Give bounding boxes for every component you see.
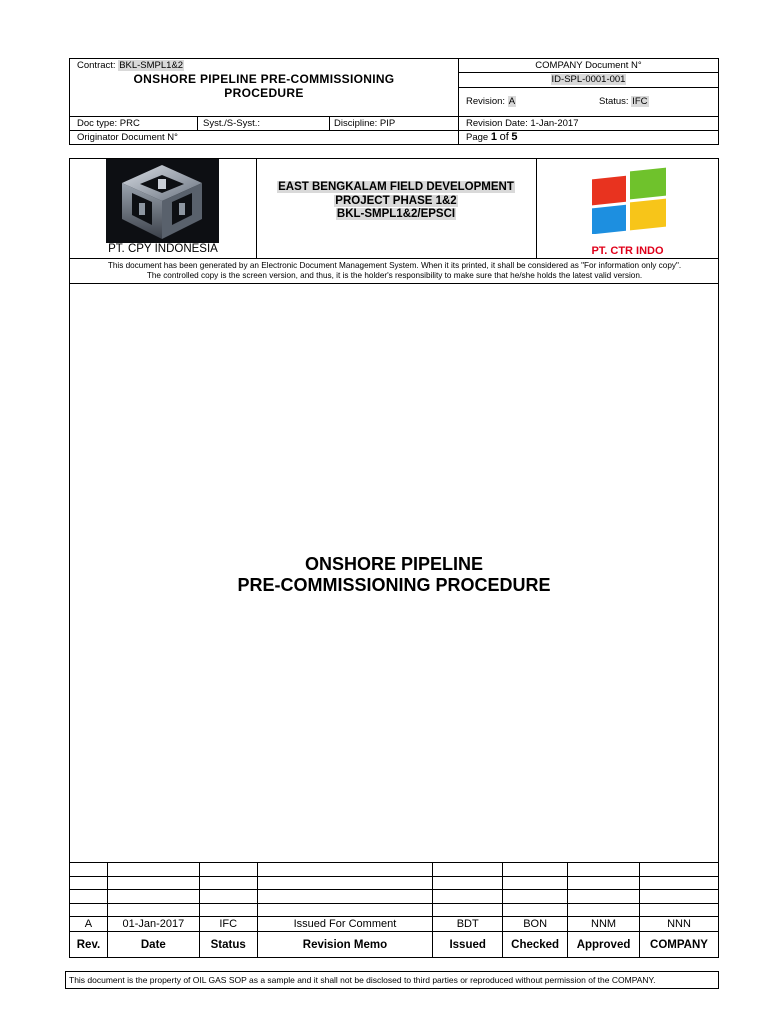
revision-empty-row — [70, 890, 719, 904]
rev-header: Rev. — [70, 932, 108, 958]
date-header: Date — [107, 932, 199, 958]
memo-header: Revision Memo — [257, 932, 433, 958]
page-label: Page — [466, 132, 489, 143]
project-title — [256, 181, 536, 222]
notice-line2: The controlled copy is the screen version, and thus, it is the holder's responsibility to make sure that he/she holds the latest valid version. — [146, 271, 643, 280]
revision-header-row — [70, 932, 719, 958]
document-header — [69, 58, 719, 145]
page-total: 5 — [511, 131, 518, 143]
property-notice: This document is the property of OIL GAS SOP as a sample and it shall not be disclosed to third parties or reproduced without permission of the COMPANY. — [65, 971, 719, 989]
main-title-line1: ONSHORE PIPELINE — [304, 554, 484, 574]
revision-empty-row — [70, 903, 719, 917]
company-header: COMPANY — [640, 932, 719, 958]
project-line3: BKL-SMPL1&2/EPSCI — [336, 208, 456, 220]
project-line2: PROJECT PHASE 1&2 — [335, 194, 457, 207]
rev-cell: A — [70, 917, 108, 932]
revision-empty-row — [70, 863, 719, 877]
system-field: Syst./S-Syst.: — [203, 118, 261, 129]
revision-empty-row — [70, 876, 719, 890]
project-line1: EAST BENGKALAM FIELD DEVELOPMENT — [278, 181, 514, 193]
status-value: IFC — [632, 96, 648, 107]
memo-cell: Issued For Comment — [257, 917, 433, 932]
issued-cell: BDT — [433, 917, 503, 932]
edms-notice — [70, 261, 719, 281]
date-cell: 01-Jan-2017 — [107, 917, 199, 932]
document-body — [69, 284, 719, 862]
company-doc-value: ID-SPL-0001-001 — [551, 74, 626, 85]
contract-field — [77, 60, 184, 71]
contract-value: BKL-SMPL1&2 — [119, 60, 184, 71]
logo-block — [69, 158, 719, 284]
status-label: Status: — [599, 96, 629, 107]
revision-date: Revision Date: 1-Jan-2017 — [466, 118, 579, 129]
right-company-name: PT. CTR INDO — [591, 245, 664, 257]
status-cell: IFC — [199, 917, 257, 932]
doc-type: Doc type: PRC — [77, 118, 140, 129]
company-doc-number — [458, 74, 719, 85]
page-number — [466, 131, 518, 143]
discipline-field: Discipline: PIP — [334, 118, 396, 129]
revision-table — [69, 862, 719, 958]
main-title-line2: PRE-COMMISSIONING PROCEDURE — [237, 575, 551, 595]
page-current: 1 — [490, 131, 497, 143]
revision-row — [70, 917, 719, 932]
document-title-line2: PROCEDURE — [224, 86, 304, 100]
notice-line1: This document has been generated by an Electronic Document Management System. When it its printed, it shall be considered as "For information only copy". — [107, 261, 682, 270]
document-title — [70, 72, 458, 100]
document-title-line1: ONSHORE PIPELINE PRE-COMMISSIONING — [133, 72, 395, 86]
revision-label: Revision: — [466, 96, 506, 107]
page-of: of — [499, 131, 509, 143]
company-doc-label: COMPANY Document N° — [535, 60, 642, 71]
revision-field — [466, 96, 516, 107]
cube-logo-icon — [106, 159, 219, 243]
approved-header: Approved — [568, 932, 640, 958]
status-header: Status — [199, 932, 257, 958]
checked-cell: BON — [503, 917, 568, 932]
status-field — [599, 96, 649, 107]
main-title — [70, 554, 718, 596]
originator-doc: Originator Document N° — [77, 132, 178, 143]
checked-header: Checked — [503, 932, 568, 958]
contract-label: Contract: — [77, 60, 116, 71]
windows-logo-icon — [586, 164, 672, 234]
approved-cell: NNM — [568, 917, 640, 932]
left-company-name: PT. CPY INDONESIA — [108, 243, 218, 255]
revision-value: A — [508, 96, 516, 107]
issued-header: Issued — [433, 932, 503, 958]
company-cell: NNN — [640, 917, 719, 932]
